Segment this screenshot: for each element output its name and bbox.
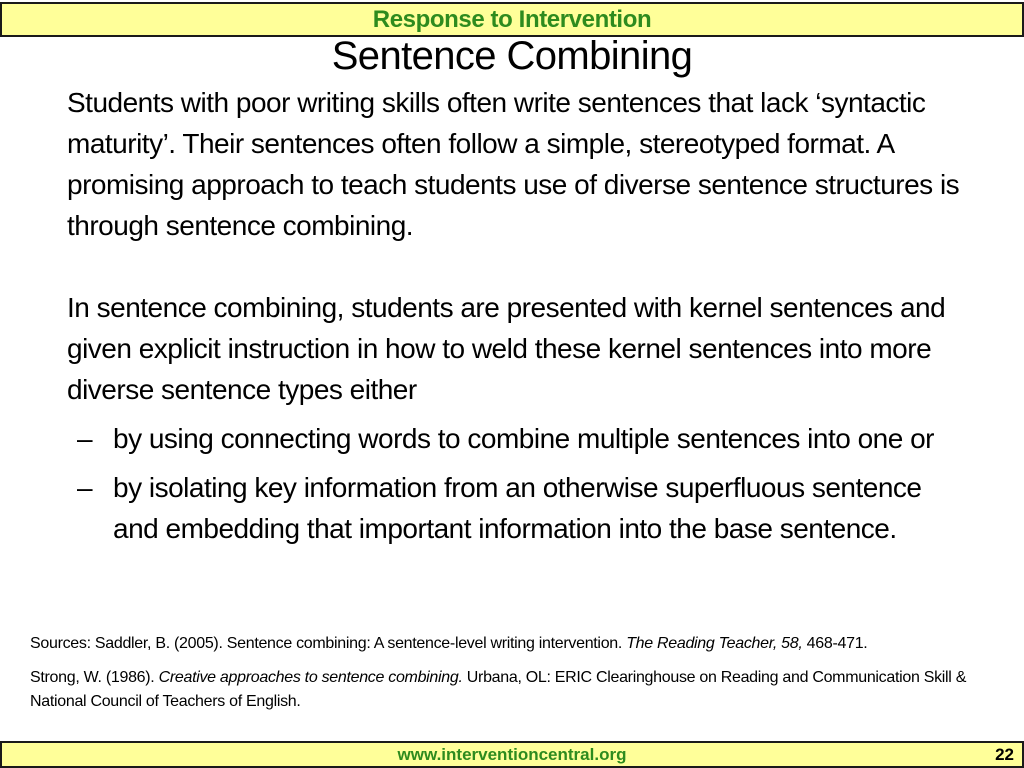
source-saddler-pages: 468-471. bbox=[802, 635, 868, 652]
source-saddler-text: Sources: Saddler, B. (2005). Sentence combining: A sentence-level writing intervention. bbox=[30, 635, 627, 652]
bottom-banner bbox=[0, 741, 1024, 768]
bullet-item bbox=[67, 418, 943, 459]
source-strong-publisher: Urbana, OL: ERIC Clearinghouse on Reading and Communication Skill & National Council of Teachers of English. bbox=[30, 669, 967, 710]
page-number: 22 bbox=[995, 745, 1014, 764]
source-strong-text: Strong, W. (1986). bbox=[30, 669, 159, 686]
footer-url[interactable]: www.interventioncentral.org bbox=[397, 745, 627, 764]
bullet-item bbox=[67, 467, 943, 549]
banner-title: Response to Intervention bbox=[372, 5, 652, 33]
bullet-text: by isolating key information from an otherwise superfluous sentence and embedding that important information into the base sentence. bbox=[113, 472, 922, 544]
bullet-text: by using connecting words to combine multiple sentences into one or bbox=[113, 423, 934, 454]
source-saddler bbox=[30, 632, 990, 656]
bullet-dash: – bbox=[77, 472, 93, 503]
slide-title: Sentence Combining bbox=[331, 34, 693, 78]
bullet-dash: – bbox=[77, 423, 93, 454]
slide-body bbox=[67, 82, 967, 557]
paragraph-sentence-combining: In sentence combining, students are presented with kernel sentences and given explicit instruction in how to weld these kernel sentences into more diverse sentence types either bbox=[67, 292, 946, 405]
source-strong-title: Creative approaches to sentence combining. bbox=[158, 669, 463, 686]
source-strong bbox=[30, 666, 990, 714]
sources-block bbox=[30, 632, 990, 724]
bullet-list bbox=[67, 418, 967, 549]
paragraph-intro: Students with poor writing skills often write sentences that lack ‘syntactic maturity’. Their sentences often follow a simple, stereotyped format. A promising approach to teach students use of diverse sentence structures is through sentence combining. bbox=[67, 87, 960, 241]
source-saddler-journal: The Reading Teacher, 58, bbox=[626, 635, 803, 652]
